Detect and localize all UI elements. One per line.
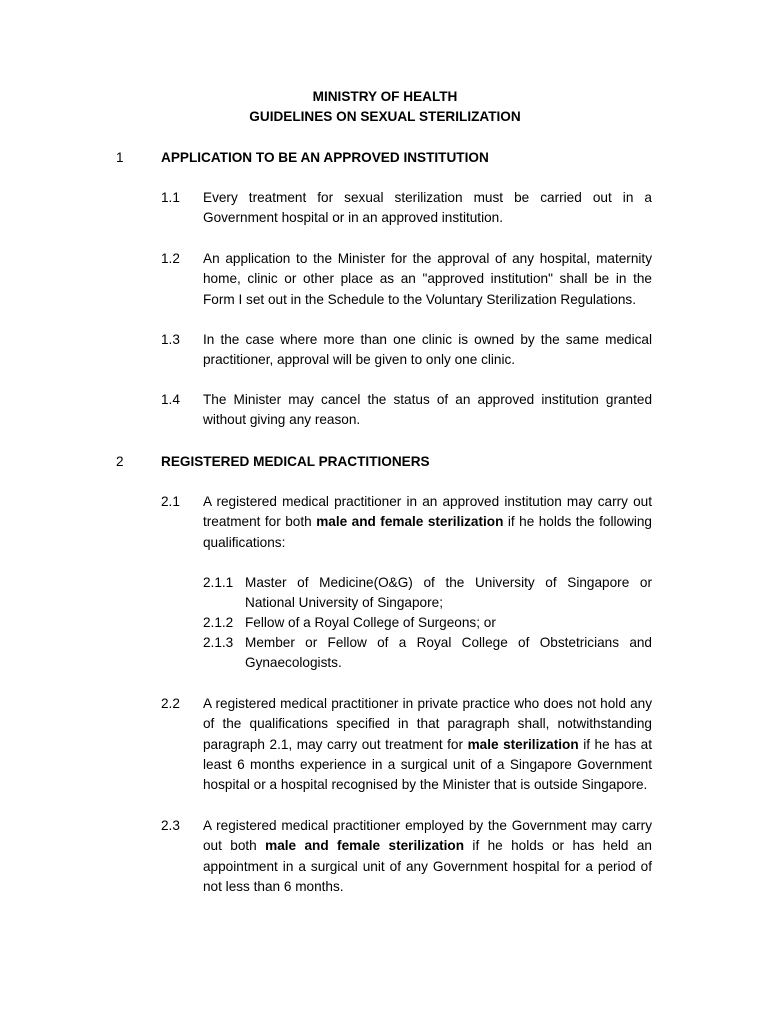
subitem-number: 2.1.3 xyxy=(203,635,234,650)
paragraph-text: An application to the Minister for the approval of any hospital, maternity home, clinic or other place as an "approved institution" shall be in the Form I set out in the Schedule to the Voluntary Sterilization Regulations. xyxy=(203,251,652,307)
paragraph-number: 1.1 xyxy=(161,190,180,205)
subitem-number: 2.1.1 xyxy=(203,575,234,590)
paragraph-number: 1.4 xyxy=(161,392,180,407)
section-title: REGISTERED MEDICAL PRACTITIONERS xyxy=(161,454,430,469)
paragraph-number: 2.1 xyxy=(161,494,180,509)
ministry-heading: MINISTRY OF HEALTH xyxy=(312,89,458,104)
subitem-text: Member or Fellow of a Royal College of Obstetricians and Gynaecologists. xyxy=(245,635,652,671)
paragraph-text: In the case where more than one clinic is owned by the same medical practitioner, approval will be given to only one clinic. xyxy=(203,332,652,368)
paragraph-text: A registered medical practitioner employed by the Government may carry out both male and female sterilization if he holds or has held an appointment in a surgical unit of any Government hospital for a period of not less than 6 months. xyxy=(203,818,652,894)
paragraph-text: The Minister may cancel the status of an approved institution granted without giving any reason. xyxy=(203,392,652,428)
paragraph-text: A registered medical practitioner in an approved institution may carry out treatment for both male and female sterilization if he holds the following qualifications: xyxy=(203,494,652,550)
subitem-text: Master of Medicine(O&G) of the University of Singapore or National University of Singapore; xyxy=(245,575,652,611)
document-title: GUIDELINES ON SEXUAL STERILIZATION xyxy=(249,109,521,124)
section-title: APPLICATION TO BE AN APPROVED INSTITUTION xyxy=(161,150,489,165)
subitem-number: 2.1.2 xyxy=(203,615,234,630)
paragraph-text: A registered medical practitioner in private practice who does not hold any of the qualifications specified in that paragraph shall, notwithstanding paragraph 2.1, may carry out treatment for male sterilization if he has at least 6 months experience in a surgical unit of a Singapore Government hospital or a hospital recognised by the Minister that is outside Singapore. xyxy=(203,696,653,793)
paragraph-number: 1.3 xyxy=(161,332,180,347)
paragraph-text: Every treatment for sexual sterilization must be carried out in a Government hospital or in an approved institution. xyxy=(203,190,652,226)
paragraph-number: 1.2 xyxy=(161,251,180,266)
paragraph-number: 2.3 xyxy=(161,818,180,833)
section-number: 2 xyxy=(116,454,124,469)
paragraph-number: 2.2 xyxy=(161,696,180,711)
section-number: 1 xyxy=(116,150,124,165)
subitem-text: Fellow of a Royal College of Surgeons; or xyxy=(245,615,496,630)
